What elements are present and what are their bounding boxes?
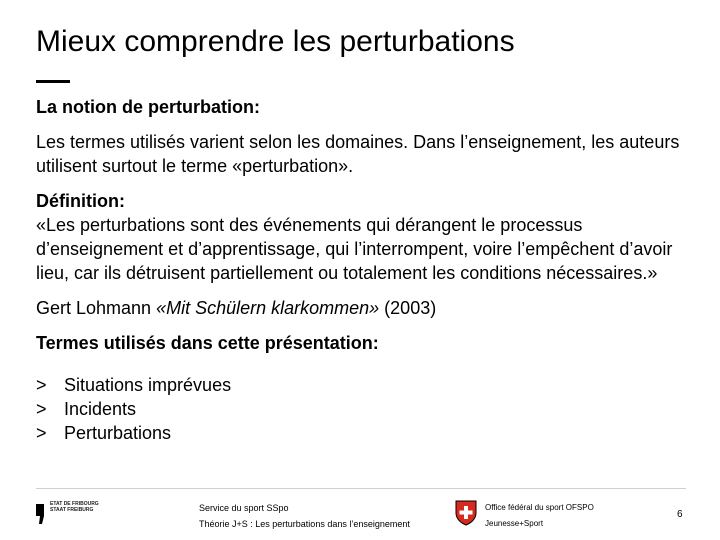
canton-logo-line: ETAT DE FRIBOURG [50, 501, 99, 507]
footer-service [199, 500, 410, 532]
citation-author: Gert Lohmann [36, 298, 157, 318]
list-item-label: Incidents [64, 399, 137, 419]
canton-fribourg-logo [36, 500, 106, 526]
terms-heading: Termes utilisés dans cette présentation: [36, 333, 379, 353]
footer-office-name: Office fédéral du sport OFSPO [485, 503, 594, 512]
bullet-marker: > [36, 399, 47, 419]
bullet-marker: > [36, 375, 47, 395]
list-item [36, 421, 696, 445]
definition-text: «Les perturbations sont des événements qui dérangent le processus d’enseignement et d’apprentissage, qui l’interrompent, voire l’empêchent d’avoir lieu, car ils détruisent partiellement ou totalement les conditions nécessaires.» [36, 215, 673, 283]
bullet-marker: > [36, 423, 47, 443]
definition-label-text: Définition: [36, 191, 125, 211]
footer-office [485, 500, 594, 532]
citation-work: «Mit Schülern klarkommen» [156, 298, 380, 318]
citation [36, 296, 696, 320]
slide-title: Mieux comprendre les perturbations [36, 25, 515, 58]
slide-body [36, 95, 696, 445]
footer-presentation-title: Théorie J+S : Les perturbations dans l’enseignement [199, 519, 410, 529]
citation-year: (2003) [379, 298, 437, 318]
fribourg-comma-icon [36, 500, 46, 526]
list-item-label: Perturbations [64, 423, 172, 443]
canton-logo-text [50, 501, 99, 513]
swiss-shield-icon [455, 500, 477, 526]
footer-service-name: Service du sport SSpo [199, 503, 289, 513]
title-underline [36, 80, 70, 83]
definition-label [36, 189, 696, 213]
intro-paragraph: Les termes utilisés varient selon les domaines. Dans l’enseignement, les auteurs utilisent surtout le terme «perturbation». [36, 132, 680, 176]
section-heading: La notion de perturbation: [36, 97, 260, 117]
list-item [36, 397, 696, 421]
canton-logo-line: STAAT FREIBURG [50, 507, 94, 513]
list-item-label: Situations imprévues [64, 375, 232, 395]
terms-list [36, 373, 696, 445]
list-item [36, 373, 696, 397]
footer-divider [36, 488, 686, 489]
footer-program-name: Jeunesse+Sport [485, 519, 544, 528]
page-number: 6 [677, 509, 683, 520]
